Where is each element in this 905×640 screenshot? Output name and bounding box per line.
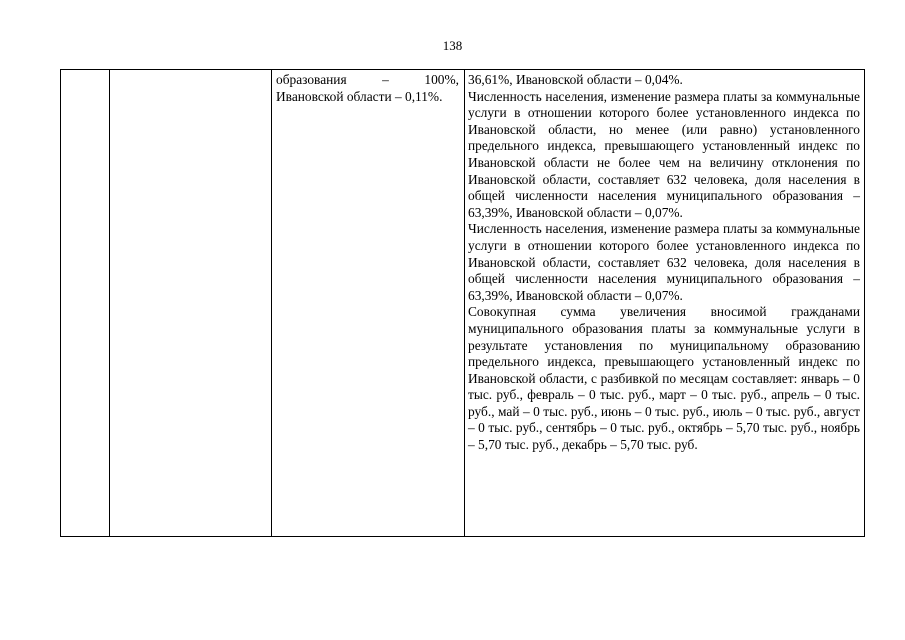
page-number: 138: [442, 38, 463, 53]
cell-3-text: образования – 100%, Ивановской области – 0,11%.: [276, 72, 459, 104]
table-cell-3: [272, 70, 465, 537]
paragraph-1: 36,61%, Ивановской области – 0,04%.: [468, 72, 683, 87]
table-row: [61, 70, 865, 537]
paragraph-2: Численность населения, изменение размера платы за коммунальные услуги в отношении которого более установленного индекса по Ивановской области, но менее (или равно) установленного предельного индекса, превышающего установленный индекс по Ивановской области не более чем на величину отклонения по Ивановской области, составляет 632 человека, доля населения в общей численности населения муниципального образования – 63,39%, Ивановской области – 0,07%.: [468, 88, 860, 220]
data-table: [60, 69, 865, 537]
table-cell-1: [61, 70, 110, 537]
cell-4-content: [465, 70, 864, 454]
paragraph-4: Совокупная сумма увеличения вносимой гражданами муниципального образования платы за коммунальные услуги в результате установления по муниципальному образованию предельного индекса, превышающего установленный индекс по Ивановской области, с разбивкой по месяцам составляет: январь – 0 тыс. руб., февраль – 0 тыс. руб., март – 0 тыс. руб., апрель – 0 тыс. руб., май – 0 тыс. руб., июнь – 0 тыс. руб., июль – 0 тыс. руб., август – 0 тыс. руб., сентябрь – 0 тыс. руб., октябрь – 5,70 тыс. руб., ноябрь – 5,70 тыс. руб., декабрь – 5,70 тыс. руб.: [468, 304, 860, 453]
paragraph-3: Численность населения, изменение размера платы за коммунальные услуги в отношении которого более установленного индекса по Ивановской области, составляет 632 человека, доля населения в общей численности населения муниципального образования – 63,39%, Ивановской области – 0,07%.: [468, 221, 860, 303]
table-cell-2: [110, 70, 272, 537]
table-cell-4: [465, 70, 865, 537]
